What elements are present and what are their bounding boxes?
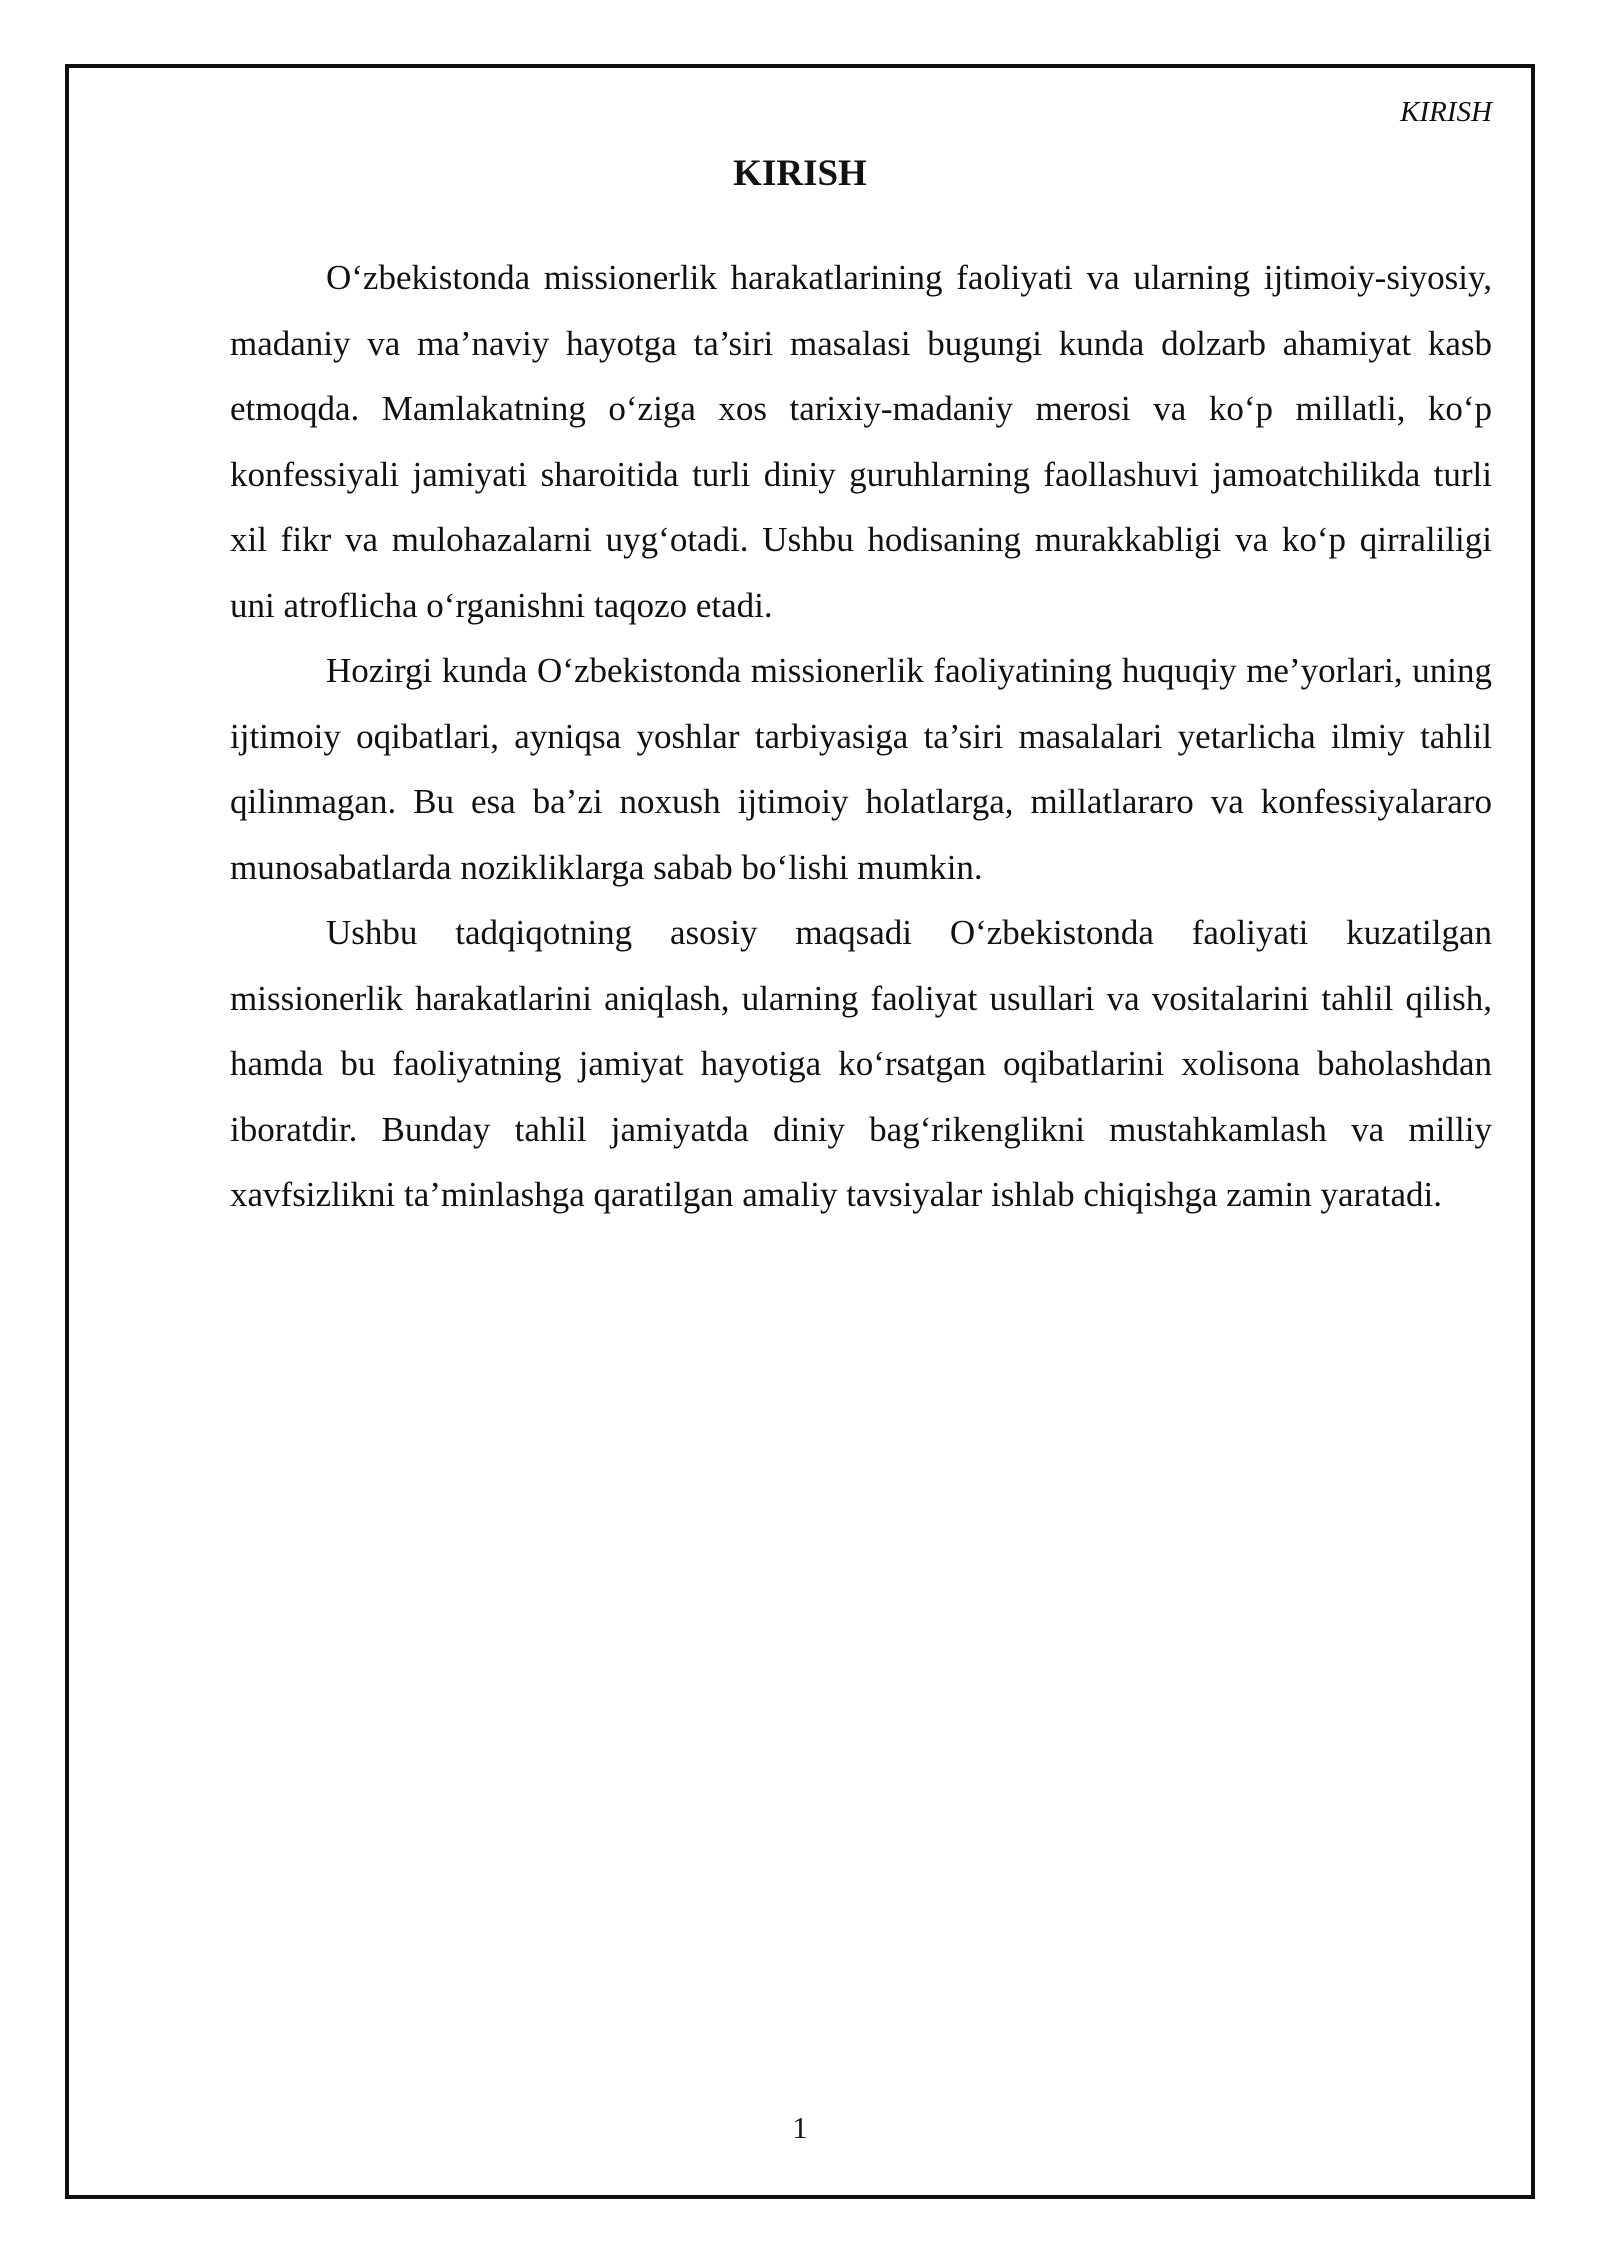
page-number: 1: [792, 2110, 808, 2145]
paragraph-3: Ushbu tadqiqotning asosiy maqsadi O‘zbekistonda faoliyati kuzatilgan missionerlik harakatlarini aniqlash, ularning faoliyat usullari va vositalarini tahlil qilish, hamda bu faoliyatning jamiyat hayotiga ko‘rsatgan oqibatlarini xolisona baholashdan iboratdir. Bunday tahlil jamiyatda diniy bag‘rikenglikni mustahkamlash va milliy xavfsizlikni ta’minlashga qaratilgan amaliy tavsiyalar ishlab chiqishga zamin yaratadi.: [230, 913, 1492, 1214]
body-text: [230, 245, 1492, 1228]
page-title: KIRISH: [733, 153, 867, 194]
paragraph-1: O‘zbekistonda missionerlik harakatlarining faoliyati va ularning ijtimoiy-siyosiy, madaniy va ma’naviy hayotga ta’siri masalasi bugungi kunda dolzarb ahamiyat kasb etmoqda. Mamlakatning o‘ziga xos tarixiy-madaniy merosi va ko‘p millatli, ko‘p konfessiyali jamiyati sharoitida turli diniy guruhlarning faollashuvi jamoatchilikda turli xil fikr va mulohazalarni uyg‘otadi. Ushbu hodisaning murakkabligi va ko‘p qirraliligi uni atroflicha o‘rganishni taqozo etadi.: [230, 258, 1492, 625]
paragraph-2: Hozirgi kunda O‘zbekistonda missionerlik faoliyatining huquqiy me’yorlari, uning ijtimoiy oqibatlari, ayniqsa yoshlar tarbiyasiga ta’siri masalalari yetarlicha ilmiy tahlil qilinmagan. Bu esa ba’zi noxush ijtimoiy holatlarga, millatlararo va konfessiyalararo munosabatlarda nozikliklarga sabab bo‘lishi mumkin.: [230, 651, 1492, 887]
running-header: KIRISH: [1400, 96, 1492, 128]
